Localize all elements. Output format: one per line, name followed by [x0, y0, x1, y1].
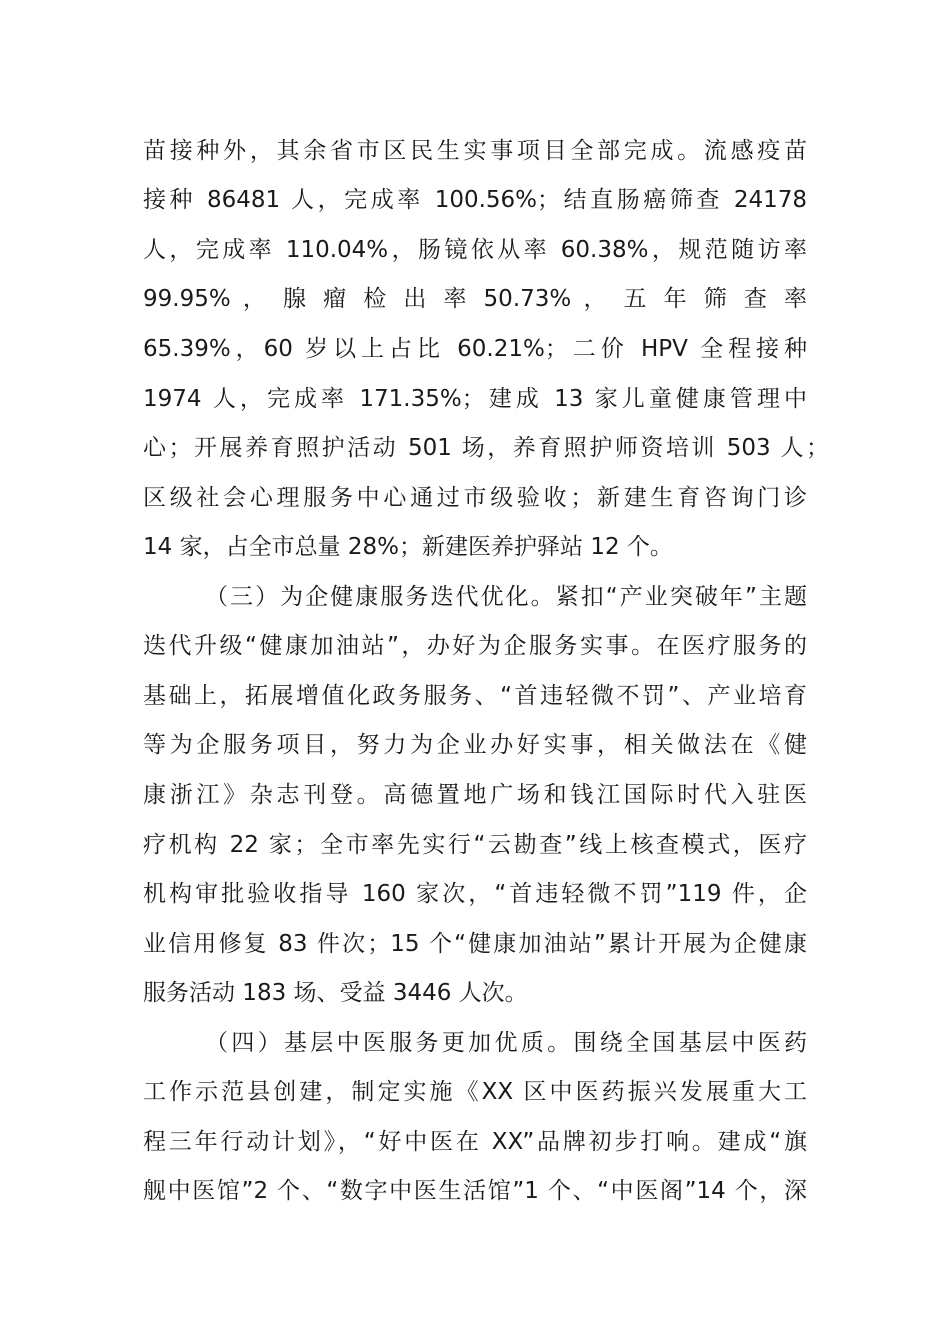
text-line: 65.39%，60 岁以上占比 60.21%；二价 HPV 全程接种 — [143, 336, 807, 362]
text-line: 基础上，拓展增值化政务服务、“首违轻微不罚”、产业培育 — [143, 683, 807, 709]
text-line: 康浙江》杂志刊登。高德置地广场和钱江国际时代入驻医 — [143, 782, 807, 808]
text-line: 程三年行动计划》，“好中医在 XX”品牌初步打响。建成“旗 — [143, 1129, 807, 1155]
section-heading-line: （三）为企健康服务迭代优化。紧扣“产业突破年”主题 — [205, 584, 807, 610]
text-line: 心；开展养育照护活动 501 场，养育照护师资培训 503 人； — [143, 435, 829, 461]
text-line: 人，完成率 110.04%，肠镜依从率 60.38%，规范随访率 — [143, 237, 807, 263]
text-line: 业信用修复 83 件次；15 个“健康加油站”累计开展为企健康 — [143, 931, 807, 957]
text-line: 等为企服务项目，努力为企业办好实事，相关做法在《健 — [143, 732, 807, 758]
text-line: 1974 人，完成率 171.35%；建成 13 家儿童健康管理中 — [143, 386, 807, 412]
paragraph-last-line: 服务活动 183 场、受益 3446 人次。 — [143, 980, 528, 1006]
section-heading-line: （四）基层中医服务更加优质。围绕全国基层中医药 — [205, 1030, 807, 1056]
text-line: 工作示范县创建，制定实施《XX 区中医药振兴发展重大工 — [143, 1079, 807, 1105]
text-line: 99.95% ， 腺 瘤 检 出 率 50.73% ， 五 年 筛 查 率 — [143, 286, 807, 312]
text-line: 区级社会心理服务中心通过市级验收；新建生育咨询门诊 — [143, 485, 807, 511]
text-line: 舰中医馆”2 个、“数字中医生活馆”1 个、“中医阁”14 个，深 — [143, 1178, 807, 1204]
text-line: 机构审批验收指导 160 家次，“首违轻微不罚”119 件，企 — [143, 881, 807, 907]
text-line: 接种 86481 人，完成率 100.56%；结直肠癌筛查 24178 — [143, 187, 807, 213]
paragraph-last-line: 14 家，占全市总量 28%；新建医养护驿站 12 个。 — [143, 534, 673, 560]
text-line: 疗机构 22 家；全市率先实行“云勘查”线上核查模式，医疗 — [143, 832, 807, 858]
text-line: 迭代升级“健康加油站”，办好为企服务实事。在医疗服务的 — [143, 633, 807, 659]
text-line: 苗接种外，其余省市区民生实事项目全部完成。流感疫苗 — [143, 138, 807, 164]
